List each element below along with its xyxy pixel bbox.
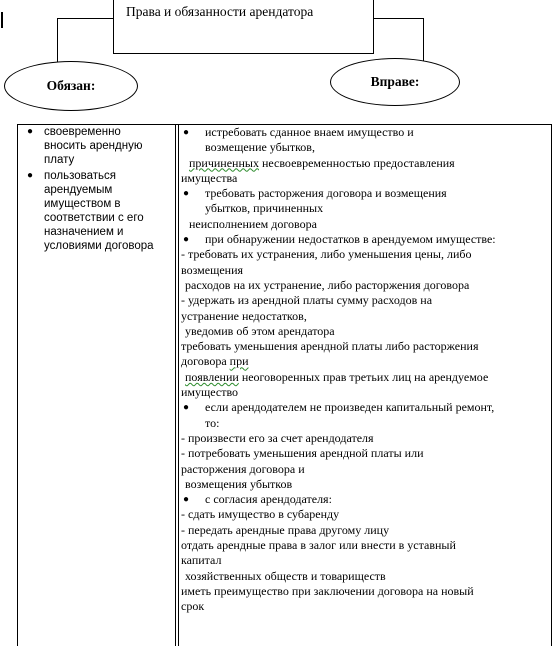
right-line: имущество — [181, 385, 239, 400]
right-line: - сдать имущество в субаренду — [181, 507, 340, 522]
right-line: уведомив об этом арендатора — [185, 323, 335, 338]
right-line: капитал — [181, 553, 222, 568]
connector-left-horizontal — [57, 18, 114, 19]
entitled-label: Вправе: — [370, 74, 420, 89]
bullet-icon: ● — [183, 127, 190, 138]
obliged-ellipse — [4, 61, 138, 111]
column-divider-double — [178, 124, 179, 646]
right-line: расторжения договора и — [181, 461, 305, 476]
obligations-column — [22, 125, 170, 253]
right-line: - требовать их устранения, либо уменьшения цены, либо — [181, 247, 472, 262]
right-line: устранение недостатков, — [181, 308, 307, 323]
bullet-icon: ● — [27, 170, 34, 181]
right-line: имущества — [181, 170, 238, 185]
obligation-line: плату — [44, 154, 75, 166]
bullet-icon: ● — [183, 188, 190, 200]
obligation-line: назначением и — [44, 226, 124, 238]
right-line: - потребовать уменьшения арендной платы или — [181, 446, 424, 461]
right-line: ● с согласия арендодателя: — [183, 492, 332, 507]
obligation-line: арендуемым — [44, 184, 113, 196]
bullet-icon: ● — [183, 494, 190, 506]
obligation-line: вносить арендную — [44, 140, 143, 152]
right-line: ● при обнаружении недостатков в арендуемом имуществе: — [183, 232, 496, 247]
right-line: возмещения — [181, 262, 244, 277]
bullet-icon: ● — [183, 402, 190, 414]
right-line: договора при — [181, 354, 249, 369]
right-line: неисполнением договора — [189, 216, 317, 231]
obligation-line: условиями договора — [44, 240, 154, 252]
right-line: хозяйственных обществ и товариществ — [185, 568, 386, 583]
right-line: - удержать из арендной платы сумму расходов на — [181, 293, 433, 308]
right-line: причиненных несвоевременностью предоставления — [189, 155, 455, 170]
text-cursor — [1, 12, 3, 28]
right-line: ● истребовать сданное внаем имущество и — [183, 125, 414, 139]
obligation-item — [22, 125, 170, 167]
right-line: требовать уменьшения арендной платы либо расторжения — [181, 339, 479, 354]
right-line: убытков, причиненных — [205, 201, 324, 216]
entitled-ellipse — [330, 58, 460, 106]
connector-left-vertical — [57, 18, 58, 64]
connector-right-vertical — [423, 18, 424, 62]
obligation-line: пользоваться — [44, 170, 116, 182]
page-title: Права и обязанности арендатора — [126, 4, 314, 19]
bullet-icon: ● — [183, 234, 190, 246]
bullet-icon: ● — [27, 126, 34, 137]
connector-right-horizontal — [373, 18, 423, 19]
obligation-line: своевременно — [44, 126, 121, 138]
right-line: срок — [181, 599, 205, 614]
column-divider — [175, 124, 176, 646]
right-line: возмещение убытков, — [205, 140, 315, 155]
rights-column — [181, 125, 549, 615]
obligation-item — [22, 169, 170, 253]
right-line: появлении неоговоренных прав третьих лиц на арендуемое — [185, 369, 489, 384]
right-line: - передать арендные права другому лицу — [181, 522, 390, 537]
right-line: ● если арендодателем не произведен капитальный ремонт, — [183, 400, 495, 415]
right-line: то: — [205, 415, 220, 430]
right-line: иметь преимущество при заключении договора на новый — [181, 583, 474, 598]
right-line: ● требовать расторжения договора и возмещения — [183, 186, 447, 201]
obligation-line: соответствии с его — [44, 212, 144, 224]
right-line: - произвести его за счет арендодателя — [181, 430, 374, 445]
obligation-line: имуществом в — [44, 198, 121, 210]
right-line: расходов на их устранение, либо расторжения договора — [185, 277, 470, 292]
right-line: отдать арендные права в залог или внести в уставный — [181, 538, 456, 553]
right-line: возмещения убытков — [185, 476, 293, 491]
obliged-label: Обязан: — [46, 78, 96, 93]
